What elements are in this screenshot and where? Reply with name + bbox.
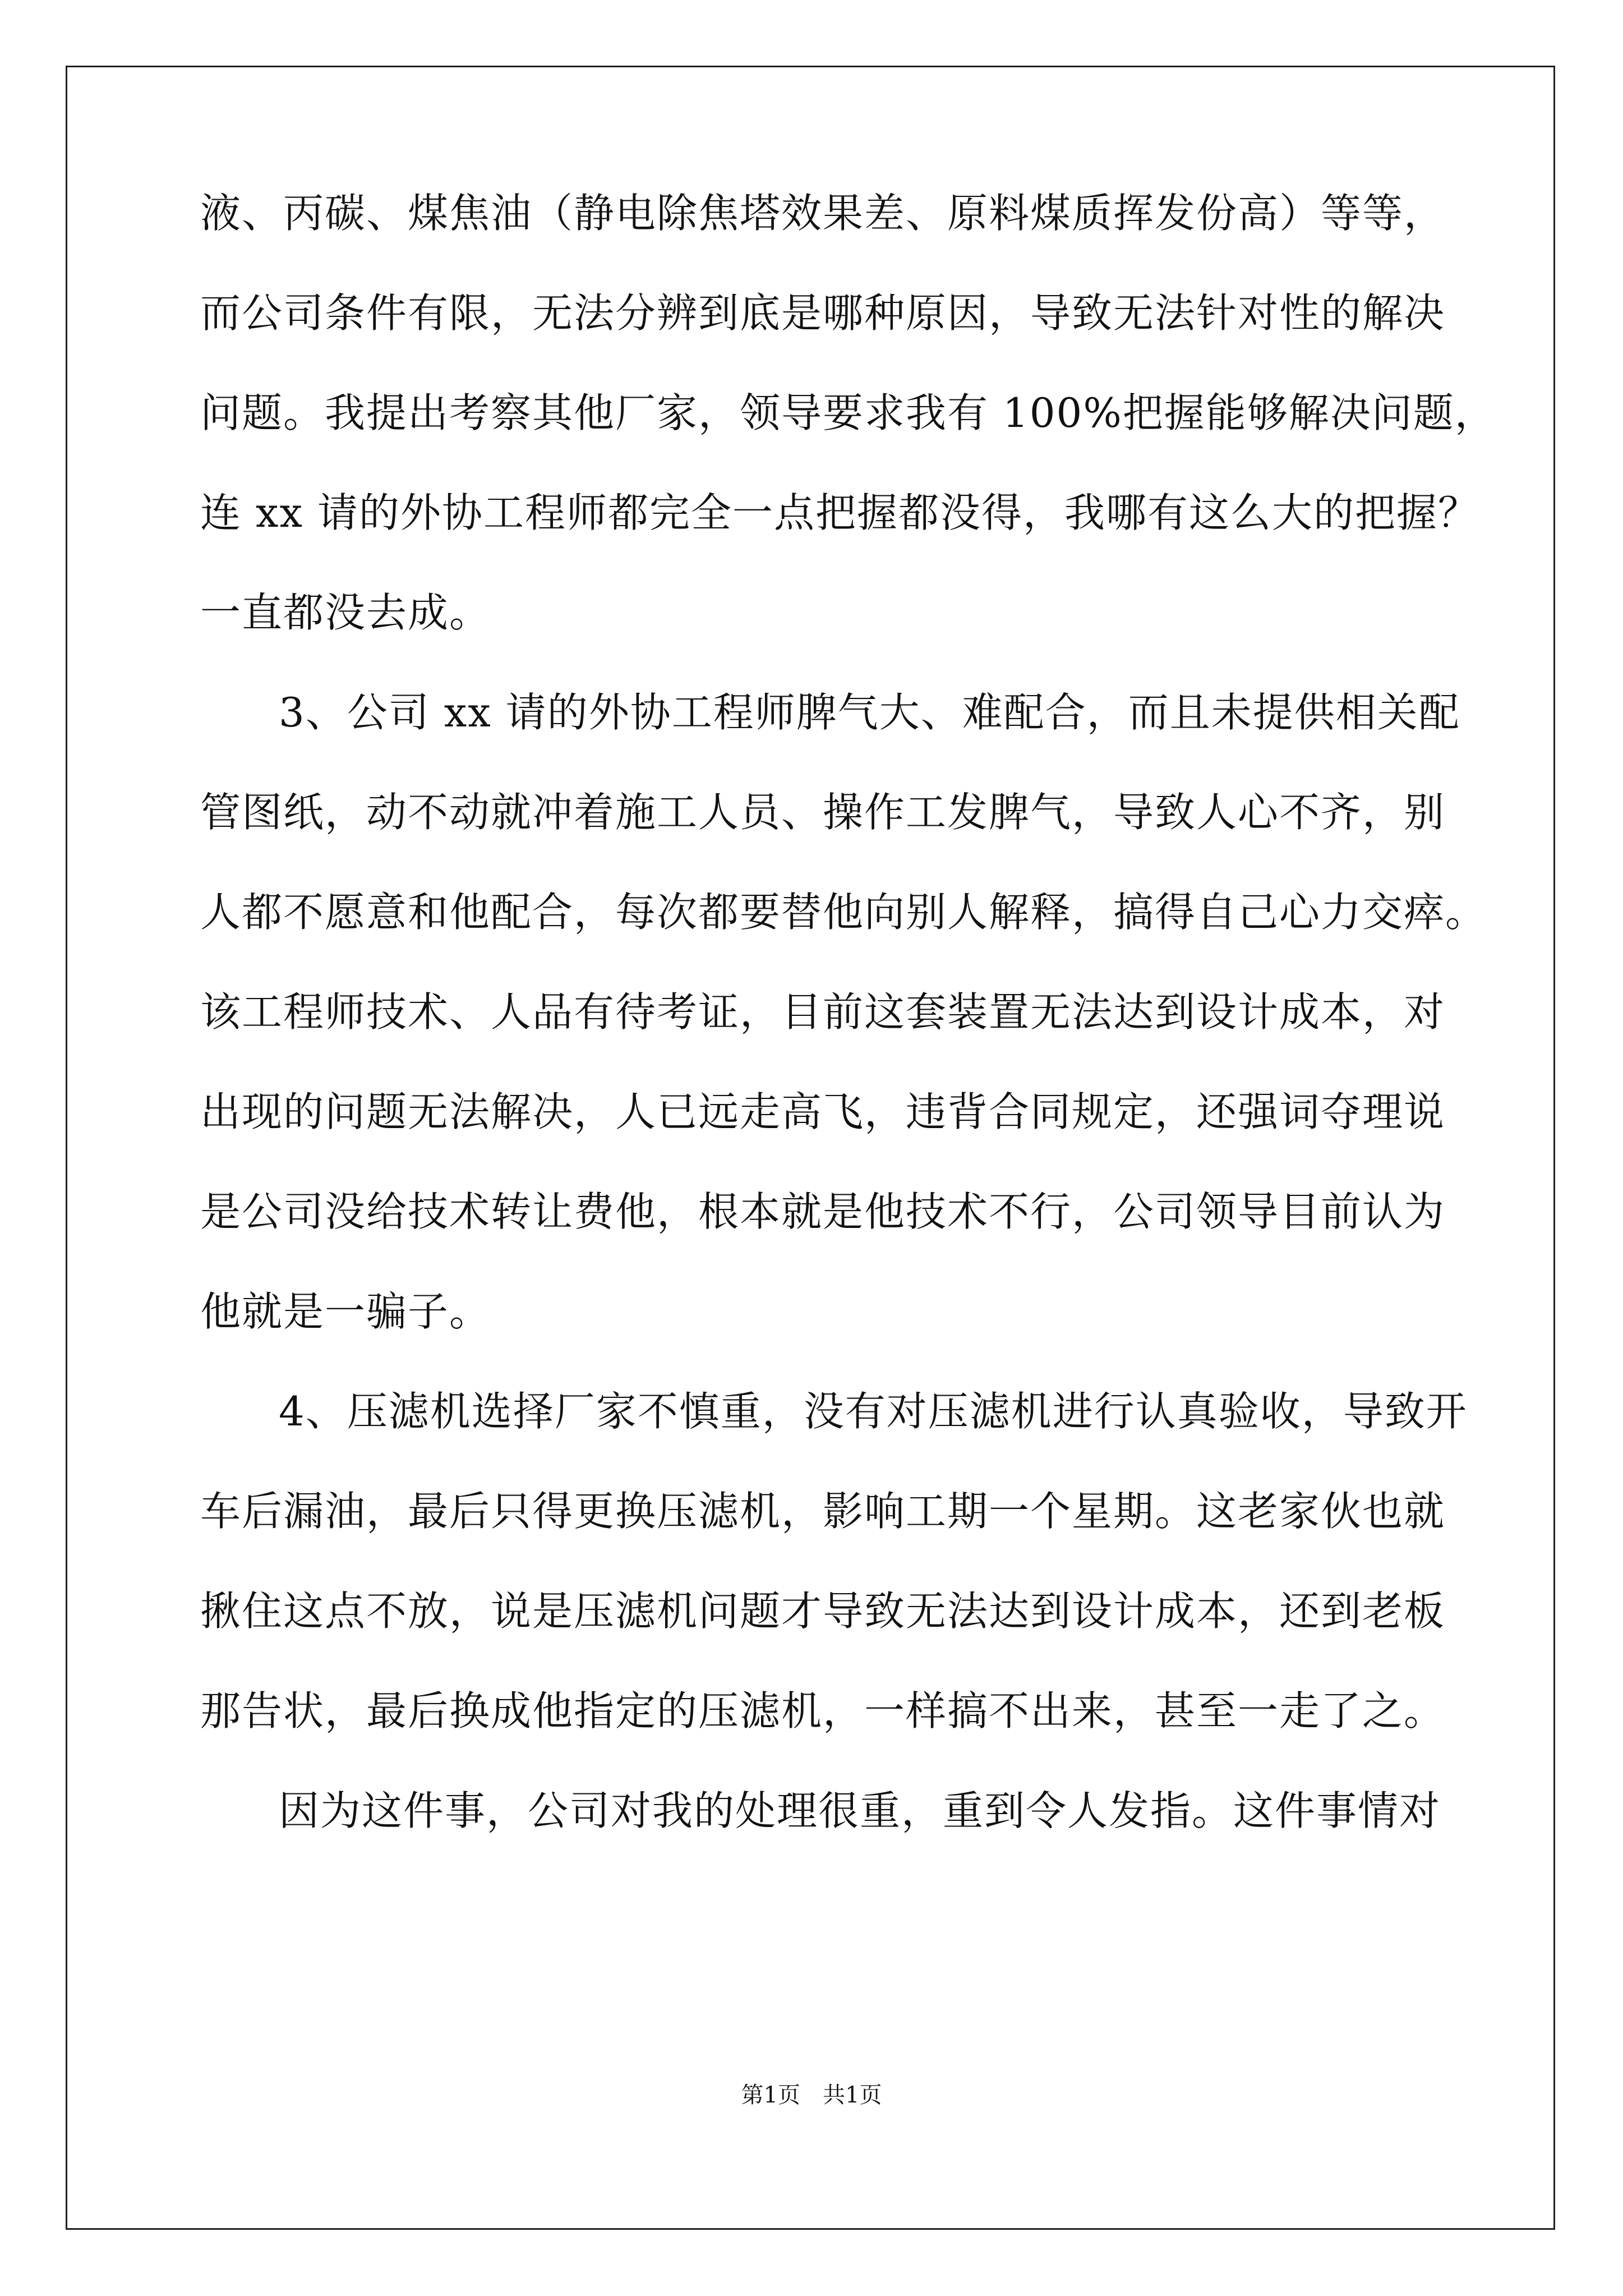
text-line: 人都不愿意和他配合，每次都要替他向别人解释，搞得自己心力交瘁。: [200, 889, 1487, 936]
text-line: 该工程师技术、人品有待考证，目前这套装置无法达到设计成本，对: [200, 988, 1446, 1036]
text-line: 而公司条件有限，无法分辨到底是哪种原因，导致无法针对性的解决: [200, 289, 1446, 337]
text-line: 一直都没去成。: [200, 589, 491, 636]
text-line: 那告状，最后换成他指定的压滤机，一样搞不出来，甚至一走了之。: [200, 1687, 1446, 1734]
text-line: 液、丙碳、煤焦油（静电除焦塔效果差、原料煤质挥发份高）等等，: [200, 190, 1446, 237]
text-line: 揪住这点不放，说是压滤机问题才导致无法达到设计成本，还到老板: [200, 1588, 1446, 1635]
paragraph-start-line: 因为这件事，公司对我的处理很重，重到令人发指。这件事情对: [279, 1787, 1441, 1834]
page-number-footer: 第1页 共1页: [741, 2082, 882, 2108]
text-line: 出现的问题无法解决，人已远走高飞，违背合同规定，还强词夺理说: [200, 1088, 1446, 1135]
text-line: 连 xx 请的外协工程师都完全一点把握都没得，我哪有这么大的把握？: [200, 489, 1479, 536]
paragraph-start-line: 3、公司 xx 请的外协工程师脾气大、难配合，而且未提供相关配: [279, 689, 1460, 736]
text-line: 问题。我提出考察其他厂家，领导要求我有 100%把握能够解决问题，: [200, 389, 1496, 436]
text-line: 是公司没给技术转让费他，根本就是他技术不行，公司领导目前认为: [200, 1188, 1446, 1235]
text-line: 车后漏油，最后只得更换压滤机，影响工期一个星期。这老家伙也就: [200, 1488, 1446, 1535]
text-line: 他就是一骗子。: [200, 1288, 491, 1335]
paragraph-start-line: 4、压滤机选择厂家不慎重，没有对压滤机进行认真验收，导致开: [279, 1388, 1468, 1435]
text-line: 管图纸，动不动就冲着施工人员、操作工发脾气，导致人心不齐，别: [200, 789, 1446, 836]
